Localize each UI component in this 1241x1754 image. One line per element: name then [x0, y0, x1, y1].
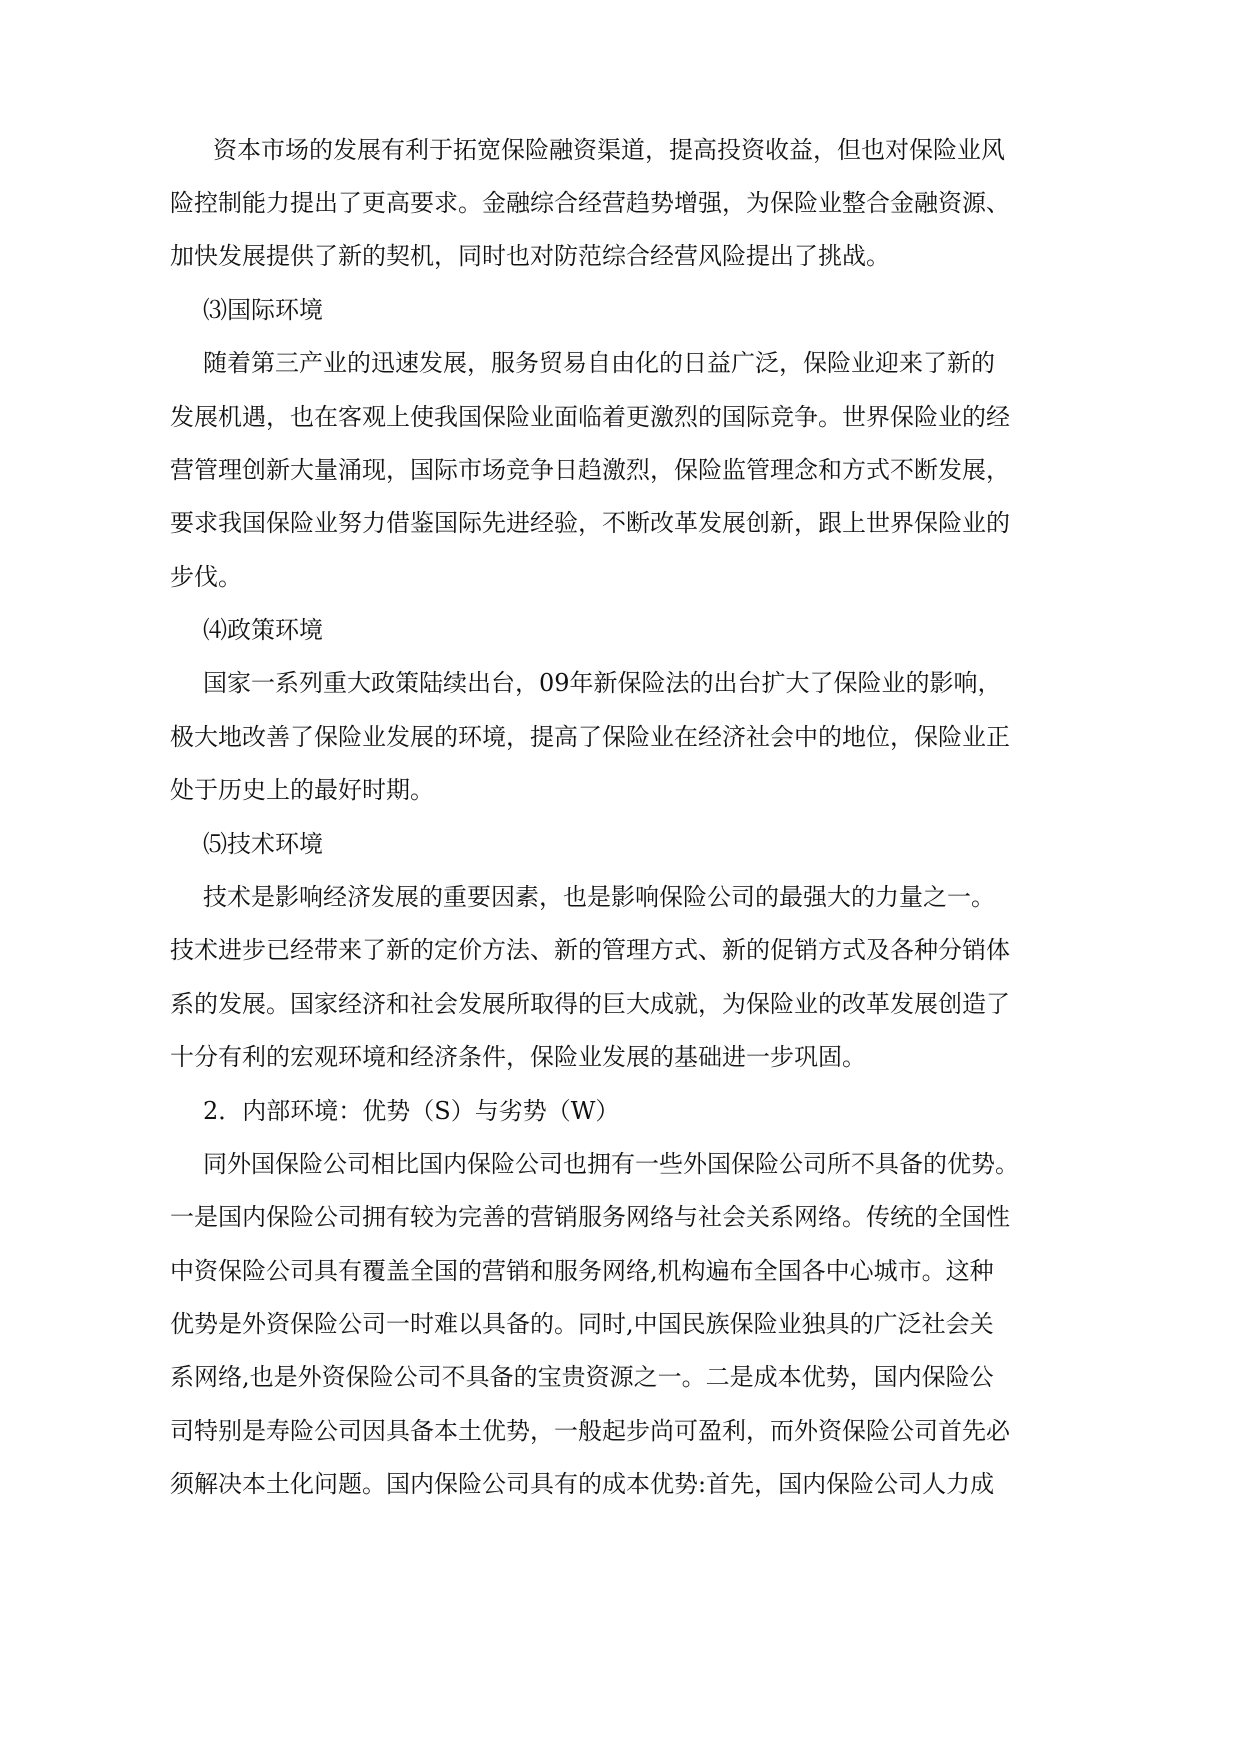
text-line: [0, 1349, 1241, 1405]
section-heading: [0, 1083, 1241, 1139]
text-line: [0, 335, 1241, 391]
line-text: 随着第三产业的迅速发展，服务贸易自由化的日益广泛，保险业迎来了新的: [203, 349, 995, 377]
line-text: 系的发展。国家经济和社会发展所取得的巨大成就，为保险业的改革发展创造了: [170, 990, 1010, 1018]
line-text: 营管理创新大量涌现，国际市场竞争日趋激烈，保险监管理念和方式不断发展，: [170, 456, 1010, 484]
line-text: 技术进步已经带来了新的定价方法、新的管理方式、新的促销方式及各种分销体: [170, 936, 1010, 964]
text-line: [0, 549, 1241, 605]
line-text: 资本市场的发展有利于拓宽保险融资渠道，提高投资收益，但也对保险业风: [213, 136, 1005, 164]
line-text: 国家一系列重大政策陆续出台，09年新保险法的出台扩大了保险业的影响，: [203, 669, 1002, 697]
text-line: [0, 762, 1241, 818]
line-text: 一是国内保险公司拥有较为完善的营销服务网络与社会关系网络。传统的全国性: [170, 1203, 1010, 1231]
line-text: 司特别是寿险公司因具备本土优势，一般起步尚可盈利，而外资保险公司首先必: [170, 1417, 1010, 1445]
line-text: 同外国保险公司相比国内保险公司也拥有一些外国保险公司所不具备的优势。: [203, 1150, 1019, 1178]
line-text: 系网络,也是外资保险公司不具备的宝贵资源之一。二是成本优势，国内保险公: [170, 1363, 994, 1391]
heading-text: ⑸技术环境: [203, 830, 323, 858]
text-line: [0, 655, 1241, 711]
text-line: [0, 175, 1241, 231]
text-line: [0, 922, 1241, 978]
line-text: 技术是影响经济发展的重要因素，也是影响保险公司的最强大的力量之一。: [203, 883, 995, 911]
text-line: [0, 1296, 1241, 1352]
text-line: [0, 1403, 1241, 1459]
section-heading: [0, 602, 1241, 658]
line-text: 险控制能力提出了更高要求。金融综合经营趋势增强，为保险业整合金融资源、: [170, 189, 1010, 217]
section-heading: [0, 816, 1241, 872]
text-line: [0, 1136, 1241, 1192]
heading-text: ⑶国际环境: [203, 296, 323, 324]
text-line: [0, 869, 1241, 925]
line-text: 中资保险公司具有覆盖全国的营销和服务网络,机构遍布全国各中心城市。这种: [170, 1257, 994, 1285]
line-text: 十分有利的宏观环境和经济条件，保险业发展的基础进一步巩固。: [170, 1043, 866, 1071]
heading-text: ⑷政策环境: [203, 616, 323, 644]
line-text: 加快发展提供了新的契机，同时也对防范综合经营风险提出了挑战。: [170, 242, 890, 270]
line-text: 发展机遇，也在客观上使我国保险业面临着更激烈的国际竞争。世界保险业的经: [170, 403, 1010, 431]
text-line: [0, 228, 1241, 284]
text-line: [0, 1456, 1241, 1512]
text-line: [0, 1243, 1241, 1299]
line-text: 步伐。: [170, 563, 242, 591]
heading-text: 2．内部环境：优势（S）与劣势（W）: [203, 1097, 620, 1125]
text-line: [0, 122, 1241, 178]
text-line: [0, 709, 1241, 765]
line-text: 须解决本土化问题。国内保险公司具有的成本优势:首先，国内保险公司人力成: [170, 1470, 995, 1498]
line-text: 要求我国保险业努力借鉴国际先进经验，不断改革发展创新，跟上世界保险业的: [170, 509, 1010, 537]
text-line: [0, 442, 1241, 498]
text-line: [0, 495, 1241, 551]
line-text: 优势是外资保险公司一时难以具备的。同时,中国民族保险业独具的广泛社会关: [170, 1310, 994, 1338]
text-line: [0, 1029, 1241, 1085]
line-text: 极大地改善了保险业发展的环境，提高了保险业在经济社会中的地位，保险业正: [170, 723, 1010, 751]
text-line: [0, 976, 1241, 1032]
section-heading: [0, 282, 1241, 338]
text-line: [0, 389, 1241, 445]
line-text: 处于历史上的最好时期。: [170, 776, 434, 804]
text-line: [0, 1189, 1241, 1245]
